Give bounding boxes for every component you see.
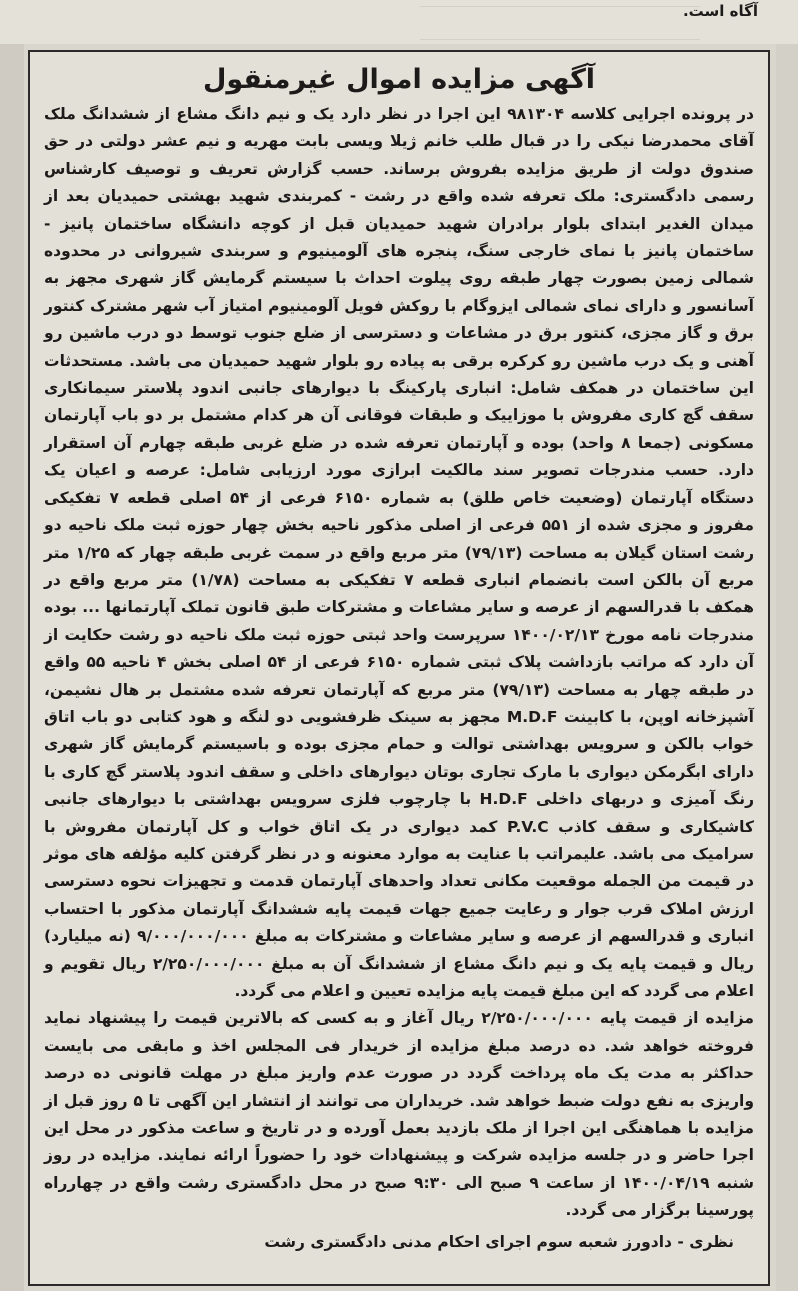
auction-terms: مزایده از قیمت پایه ۲/۲۵۰/۰۰۰/۰۰۰ ریال آغاز و به کسی که بالاترین قیمت را پیشنهاد نماید فروخته خواهد شد. ده درصد مبلغ مزایده از خریدار فی المجلس اخذ و مابقی می بایست حداکثر به مدت یک ماه پرداخت گردد در صورت عدم واریز مبلغ در مهلت قانونی ده درصد واریزی به نفع دولت ضبط خواهد شد. خریداران می توانند از انتشار این آگهی تا ۵ روز قبل از مزایده با هماهنگی این اجرا از ملک بازدید بعمل آورده و در تاریخ و ساعت مذکور در محل این اجرا حاضر و در جلسه مزایده شرکت و پیشنهادات خود را حضوراً ارائه نمایند. مزایده در روز شنبه ۱۴۰۰/۰۴/۱۹ از ساعت ۹ صبح الی ۹:۳۰ صبح در محل دادگستری رشت واقع در چهارراه پورسینا برگزار می گردد. <box>44 1009 755 1220</box>
auction-notice <box>28 50 770 1286</box>
notice-signature: نظری - دادورز شعبه سوم اجرای احکام مدنی دادگستری رشت <box>264 1232 734 1251</box>
top-strip <box>0 0 798 44</box>
right-neighbor-column <box>776 44 798 1291</box>
notice-body: در پرونده اجرایی کلاسه ۹۸۱۳۰۴ این اجرا در نظر دارد یک و نیم دانگ مشاع از ششدانگ ملک آقای محمدرضا نیکی را در قبال طلب خانم ژیلا ویسی بابت مهریه و نیم عشر دولتی در حق صندوق دولت از طریق مزایده بفروش برساند. حسب گزارش تعریف و توصیف کارشناس رسمی دادگستری: ملک تعرفه شده واقع در رشت - کمربندی شهید بهشتی حمیدیان بعد از میدان الغدیر ابتدای بلوار برادران شهید حمیدیان قبل از کوچه دانشگاه ساختمان پانیز - ساختمان پانیز با نمای خارجی سنگ، پنجره های آلومینیوم و سربندی شیروانی در محدوده شمالی زمین بصورت چهار طبقه روی پیلوت احداث با سیستم گرمایش گاز شهری مجهز به آسانسور و دارای نمای شمالی ایزوگام با روکش فویل آلومینیوم امتیاز آب شهر مشترک کنتور برق و گاز مجزی، کنتور برق در مشاعات و دسترسی از ضلع جنوب توسط دو درب ماشین رو آهنی و یک درب ماشین رو کرکره برقی به پیاده رو بلوار شهید حمیدیان می باشد. مستحدثات این ساختمان در همکف شامل: انباری پارکینگ با دیوارهای جانبی اندود پلاستر سیمانکاری سقف گچ کاری مفروش با موزاییک و طبقات فوقانی آن هر کدام مشتمل بر دو باب آپارتمان مسکونی (جمعا ۸ واحد) بوده و آپارتمان تعرفه شده در ضلع غربی طبقه چهارم آن استقرار دارد. حسب مندرجات تصویر سند مالکیت ابرازی مورد ارزیابی شامل: عرصه و اعیان یک دستگاه آپارتمان (وضعیت خاص طلق) به شماره ۶۱۵۰ فرعی از ۵۴ اصلی قطعه ۷ تفکیکی مفروز و مجزی شده از ۵۵۱ فرعی از اصلی مذکور ناحیه بخش چهار حوزه ثبت ملک ناحیه دو رشت استان گیلان به مساحت (۷۹/۱۳) متر مربع واقع در سمت غربی طبقه چهار که ۱/۲۵ متر مربع آن بالکن است بانضمام انباری قطعه ۷ تفکیکی به مساحت (۱/۷۸) متر مربع واقع در همکف با قدرالسهم از عرصه و سایر مشاعات و مشترکات طبق قانون تملک آپارتمانها ... بوده مندرجات نامه مورخ ۱۴۰۰/۰۲/۱۳ سرپرست واحد ثبتی حوزه ثبت ملک ناحیه دو رشت حکایت از آن دارد که مراتب بازداشت پلاک ثبتی شماره ۶۱۵۰ فرعی از ۵۴ اصلی بخش ۴ ناحیه ۵۵ واقع در طبقه چهار به مساحت (۷۹/۱۳) متر مربع که آپارتمان تعرفه شده مشتمل بر هال نشیمن، آشپزخانه اوپن، با کابینت M.D.F مجهز به سینک ظرفشویی دو لنگه و هود کتابی دو باب اتاق خواب بالکن و سرویس بهداشتی توالت و حمام مجزی بوده و باسیستم گرمایش گاز شهری دارای ابگرمکن دیواری با مارک تجاری بوتان دیوارهای داخلی و سقف اندود پلاستر گچ کاری با رنگ آمیزی و دربهای داخلی H.D.F با چارچوب فلزی سرویس بهداشتی با دیوارهای جانبی کاشیکاری و سقف کاذب P.V.C کمد دیواری در یک اتاق خواب و کل آپارتمان مفروش با سرامیک می باشد. علیمراتب با عنایت به موارد معنونه و در نظر گرفتن کلیه مؤلفه های موثر در قیمت من الجمله موقعیت مکانی تعداد واحدهای آپارتمان قدمت و تجهیزات نحوه دسترسی ارزش املاک قرب جوار و رعایت جمیع جهات قیمت پایه ششدانگ آپارتمان مذکور با احتساب انباری و قدرالسهم از عرصه و سایر مشاعات و مشترکات به مبلغ ۹/۰۰۰/۰۰۰/۰۰۰ (نه میلیارد) ریال و قیمت پایه یک و نیم دانگ مشاع از ششدانگ آن به مبلغ ۲/۲۵۰/۰۰۰/۰۰۰ ریال تقویم و اعلام می گردد که این مبلغ قیمت پایه مزایده تعیین و اعلام می گردد. <box>44 105 754 1000</box>
notice-content <box>30 52 768 1264</box>
notice-title: آگهی مزایده اموال غیرمنقول <box>202 64 596 95</box>
left-neighbor-column <box>0 44 24 1291</box>
faded-neighbor-text <box>420 6 700 40</box>
previous-column-fragment: آگاه است. <box>682 2 758 20</box>
